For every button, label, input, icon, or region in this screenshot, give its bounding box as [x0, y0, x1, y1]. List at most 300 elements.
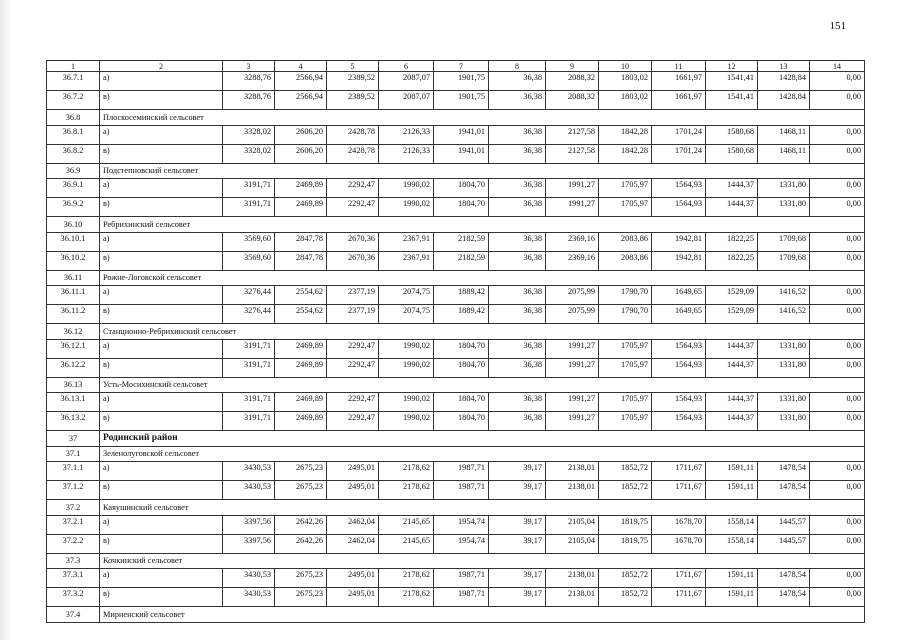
value-cell: 36,38: [489, 198, 546, 217]
value-cell: 1901,75: [434, 72, 489, 91]
value-cell: 1591,11: [706, 569, 758, 588]
value-cell: 1444,37: [706, 339, 758, 358]
value-cell: 3288,76: [223, 72, 275, 91]
value-cell: 1649,65: [652, 305, 706, 324]
section-name: Родинский район: [100, 431, 865, 447]
value-cell: 39,17: [489, 569, 546, 588]
section-row: [47, 377, 865, 393]
value-cell: 2083,86: [599, 251, 652, 270]
row-code: 37.3.2: [47, 588, 100, 607]
value-cell: 0,00: [810, 91, 865, 110]
value-cell: 2642,26: [275, 515, 327, 534]
table-row: [47, 179, 865, 198]
value-cell: 1819,75: [599, 515, 652, 534]
value-cell: 2367,91: [379, 232, 434, 251]
value-cell: 2083,86: [599, 232, 652, 251]
value-cell: 3276,44: [223, 305, 275, 324]
value-cell: 1428,84: [758, 91, 810, 110]
value-cell: 2126,33: [379, 125, 434, 144]
value-cell: 2292,47: [327, 358, 379, 377]
value-cell: 1954,74: [434, 515, 489, 534]
value-cell: 2074,75: [379, 286, 434, 305]
value-cell: 1661,97: [652, 72, 706, 91]
value-cell: 2105,04: [546, 515, 599, 534]
section-code: 37.3: [47, 553, 100, 569]
section-code: 36.10: [47, 217, 100, 233]
column-header: 6: [379, 61, 434, 72]
section-row: [47, 217, 865, 233]
column-header: 12: [706, 61, 758, 72]
value-cell: 1478,54: [758, 569, 810, 588]
row-code: 36.7.1: [47, 72, 100, 91]
table-row: [47, 305, 865, 324]
value-cell: 2495,01: [327, 462, 379, 481]
value-cell: 1987,71: [434, 462, 489, 481]
value-cell: 1445,57: [758, 534, 810, 553]
value-cell: 0,00: [810, 358, 865, 377]
value-cell: 1990,02: [379, 358, 434, 377]
row-code: 36.7.2: [47, 91, 100, 110]
value-cell: 2367,91: [379, 251, 434, 270]
value-cell: 1478,54: [758, 481, 810, 500]
row-code: 36.9.1: [47, 179, 100, 198]
value-cell: 36,38: [489, 144, 546, 163]
value-cell: 0,00: [810, 481, 865, 500]
value-cell: 2178,62: [379, 481, 434, 500]
row-code: 37.2.2: [47, 534, 100, 553]
value-cell: 1991,27: [546, 412, 599, 431]
value-cell: 1941,01: [434, 144, 489, 163]
section-row: [47, 553, 865, 569]
value-cell: 3397,56: [223, 534, 275, 553]
value-cell: 0,00: [810, 412, 865, 431]
value-cell: 3430,53: [223, 481, 275, 500]
value-cell: 2087,07: [379, 72, 434, 91]
table-row: [47, 588, 865, 607]
value-cell: 0,00: [810, 305, 865, 324]
value-cell: 1991,27: [546, 179, 599, 198]
value-cell: 1444,37: [706, 179, 758, 198]
value-cell: 0,00: [810, 393, 865, 412]
value-cell: 0,00: [810, 251, 865, 270]
value-cell: 2428,78: [327, 125, 379, 144]
section-name: Мирненский сельсовет: [100, 607, 865, 623]
value-cell: 3191,71: [223, 412, 275, 431]
row-code: 36.13.1: [47, 393, 100, 412]
value-cell: 0,00: [810, 339, 865, 358]
section-row: [47, 270, 865, 286]
value-cell: 1705,97: [599, 412, 652, 431]
value-cell: 1991,27: [546, 358, 599, 377]
value-cell: 1705,97: [599, 198, 652, 217]
table-row: [47, 286, 865, 305]
value-cell: 1705,97: [599, 179, 652, 198]
value-cell: 36,38: [489, 393, 546, 412]
scan-edge-shadow: [0, 0, 12, 640]
table-row: [47, 481, 865, 500]
value-cell: 1991,27: [546, 339, 599, 358]
value-cell: 1564,93: [652, 412, 706, 431]
value-cell: 0,00: [810, 569, 865, 588]
value-cell: 1541,41: [706, 91, 758, 110]
column-header: 7: [434, 61, 489, 72]
value-cell: 1678,70: [652, 515, 706, 534]
section-code: 36.8: [47, 110, 100, 126]
section-code: 36.12: [47, 324, 100, 340]
row-variant: в): [100, 198, 223, 217]
value-cell: 1331,80: [758, 358, 810, 377]
value-cell: 39,17: [489, 534, 546, 553]
value-cell: 2670,36: [327, 251, 379, 270]
value-cell: 2554,62: [275, 305, 327, 324]
value-cell: 3569,60: [223, 232, 275, 251]
value-cell: 2127,58: [546, 125, 599, 144]
value-cell: 2292,47: [327, 412, 379, 431]
table-row: [47, 72, 865, 91]
value-cell: 39,17: [489, 588, 546, 607]
value-cell: 1678,70: [652, 534, 706, 553]
value-cell: 1804,70: [434, 339, 489, 358]
value-cell: 1819,75: [599, 534, 652, 553]
value-cell: 1990,02: [379, 179, 434, 198]
column-header: 14: [810, 61, 865, 72]
value-cell: 2075,99: [546, 286, 599, 305]
value-cell: 0,00: [810, 232, 865, 251]
value-cell: 2462,04: [327, 534, 379, 553]
value-cell: 1990,02: [379, 339, 434, 358]
row-variant: в): [100, 144, 223, 163]
value-cell: 1591,11: [706, 481, 758, 500]
value-cell: 1468,11: [758, 144, 810, 163]
value-cell: 3430,53: [223, 569, 275, 588]
value-cell: 36,38: [489, 91, 546, 110]
value-cell: 2292,47: [327, 198, 379, 217]
value-cell: 2469,89: [275, 179, 327, 198]
value-cell: 2554,62: [275, 286, 327, 305]
row-code: 36.12.1: [47, 339, 100, 358]
column-header: 10: [599, 61, 652, 72]
value-cell: 39,17: [489, 462, 546, 481]
value-cell: 3191,71: [223, 179, 275, 198]
value-cell: 1705,97: [599, 393, 652, 412]
value-cell: 2462,04: [327, 515, 379, 534]
value-cell: 2377,19: [327, 286, 379, 305]
column-header: 5: [327, 61, 379, 72]
value-cell: 1987,71: [434, 481, 489, 500]
section-name: Каяушинский сельсовет: [100, 500, 865, 516]
value-cell: 1822,25: [706, 251, 758, 270]
value-cell: 1842,28: [599, 144, 652, 163]
row-variant: а): [100, 393, 223, 412]
value-cell: 36,38: [489, 72, 546, 91]
value-cell: 2178,62: [379, 462, 434, 481]
section-row: [47, 446, 865, 462]
section-name: Усть-Мосихинский сельсовет: [100, 377, 865, 393]
row-variant: в): [100, 358, 223, 377]
value-cell: 1954,74: [434, 534, 489, 553]
value-cell: 2469,89: [275, 198, 327, 217]
value-cell: 2566,94: [275, 72, 327, 91]
value-cell: 2469,89: [275, 339, 327, 358]
value-cell: 2127,58: [546, 144, 599, 163]
value-cell: 1529,09: [706, 305, 758, 324]
value-cell: 1591,11: [706, 462, 758, 481]
value-cell: 2495,01: [327, 481, 379, 500]
value-cell: 1804,70: [434, 358, 489, 377]
value-cell: 1661,97: [652, 91, 706, 110]
value-cell: 36,38: [489, 179, 546, 198]
value-cell: 1852,72: [599, 569, 652, 588]
table-row: [47, 412, 865, 431]
value-cell: 1991,27: [546, 393, 599, 412]
row-code: 36.9.2: [47, 198, 100, 217]
column-header: 8: [489, 61, 546, 72]
value-cell: 1711,67: [652, 569, 706, 588]
value-cell: 0,00: [810, 125, 865, 144]
row-code: 37.1.2: [47, 481, 100, 500]
value-cell: 1478,54: [758, 588, 810, 607]
value-cell: 0,00: [810, 534, 865, 553]
value-cell: 2292,47: [327, 393, 379, 412]
table-row: [47, 569, 865, 588]
value-cell: 2847,78: [275, 232, 327, 251]
value-cell: 2670,36: [327, 232, 379, 251]
row-code: 37.3.1: [47, 569, 100, 588]
row-code: 36.13.2: [47, 412, 100, 431]
section-code: 37.4: [47, 607, 100, 623]
column-header: 4: [275, 61, 327, 72]
row-variant: в): [100, 305, 223, 324]
value-cell: 3288,76: [223, 91, 275, 110]
value-cell: 1649,65: [652, 286, 706, 305]
value-cell: 1842,28: [599, 125, 652, 144]
row-variant: в): [100, 251, 223, 270]
value-cell: 1709,68: [758, 232, 810, 251]
value-cell: 36,38: [489, 286, 546, 305]
section-name: Кочкинский сельсовет: [100, 553, 865, 569]
value-cell: 1852,72: [599, 481, 652, 500]
value-cell: 1990,02: [379, 198, 434, 217]
value-cell: 1416,52: [758, 305, 810, 324]
column-header: 2: [100, 61, 223, 72]
table-header-row: [47, 61, 865, 72]
value-cell: 2145,65: [379, 534, 434, 553]
value-cell: 1803,02: [599, 91, 652, 110]
value-cell: 1711,67: [652, 481, 706, 500]
value-cell: 2389,52: [327, 91, 379, 110]
value-cell: 2138,01: [546, 588, 599, 607]
row-code: 36.10.1: [47, 232, 100, 251]
value-cell: 2675,23: [275, 481, 327, 500]
value-cell: 0,00: [810, 179, 865, 198]
value-cell: 1803,02: [599, 72, 652, 91]
value-cell: 2178,62: [379, 588, 434, 607]
table-row: [47, 144, 865, 163]
value-cell: 2675,23: [275, 588, 327, 607]
value-cell: 3276,44: [223, 286, 275, 305]
value-cell: 1709,68: [758, 251, 810, 270]
value-cell: 1804,70: [434, 198, 489, 217]
value-cell: 1705,97: [599, 358, 652, 377]
value-cell: 1804,70: [434, 393, 489, 412]
section-name: Ребрихинский сельсовет: [100, 217, 865, 233]
value-cell: 2495,01: [327, 569, 379, 588]
value-cell: 2292,47: [327, 179, 379, 198]
value-cell: 1444,37: [706, 358, 758, 377]
row-code: 36.12.2: [47, 358, 100, 377]
value-cell: 2428,78: [327, 144, 379, 163]
value-cell: 36,38: [489, 339, 546, 358]
value-cell: 1991,27: [546, 198, 599, 217]
value-cell: 1468,11: [758, 125, 810, 144]
value-cell: 1990,02: [379, 412, 434, 431]
value-cell: 1564,93: [652, 179, 706, 198]
table-row: [47, 198, 865, 217]
value-cell: 3328,02: [223, 144, 275, 163]
value-cell: 2138,01: [546, 462, 599, 481]
value-cell: 36,38: [489, 412, 546, 431]
value-cell: 1711,67: [652, 588, 706, 607]
section-name: Станционно-Ребрихинский сельсовет: [100, 324, 865, 340]
value-cell: 1529,09: [706, 286, 758, 305]
row-variant: в): [100, 481, 223, 500]
row-variant: а): [100, 72, 223, 91]
value-cell: 2182,59: [434, 232, 489, 251]
section-row: [47, 324, 865, 340]
value-cell: 1804,70: [434, 179, 489, 198]
value-cell: 2469,89: [275, 358, 327, 377]
value-cell: 0,00: [810, 144, 865, 163]
section-code: 36.11: [47, 270, 100, 286]
value-cell: 0,00: [810, 588, 865, 607]
value-cell: 2126,33: [379, 144, 434, 163]
value-cell: 36,38: [489, 305, 546, 324]
row-variant: в): [100, 534, 223, 553]
value-cell: 1942,81: [652, 251, 706, 270]
value-cell: 2675,23: [275, 569, 327, 588]
column-header: 13: [758, 61, 810, 72]
row-variant: а): [100, 125, 223, 144]
row-variant: в): [100, 412, 223, 431]
value-cell: 1790,70: [599, 305, 652, 324]
value-cell: 1558,14: [706, 515, 758, 534]
value-cell: 1444,37: [706, 412, 758, 431]
value-cell: 1990,02: [379, 393, 434, 412]
value-cell: 0,00: [810, 462, 865, 481]
row-code: 36.8.2: [47, 144, 100, 163]
column-header: 9: [546, 61, 599, 72]
row-variant: а): [100, 179, 223, 198]
value-cell: 2075,99: [546, 305, 599, 324]
row-variant: а): [100, 569, 223, 588]
table-row: [47, 515, 865, 534]
value-cell: 36,38: [489, 251, 546, 270]
section-code: 36.13: [47, 377, 100, 393]
value-cell: 1444,37: [706, 393, 758, 412]
value-cell: 2469,89: [275, 393, 327, 412]
value-cell: 1790,70: [599, 286, 652, 305]
section-code: 37: [47, 431, 100, 447]
value-cell: 2566,94: [275, 91, 327, 110]
section-name: Рожне-Логовской сельсовет: [100, 270, 865, 286]
row-code: 36.10.2: [47, 251, 100, 270]
value-cell: 1564,93: [652, 198, 706, 217]
value-cell: 1331,80: [758, 412, 810, 431]
value-cell: 3328,02: [223, 125, 275, 144]
value-cell: 2178,62: [379, 569, 434, 588]
section-row: [47, 110, 865, 126]
value-cell: 1987,71: [434, 569, 489, 588]
value-cell: 2087,07: [379, 91, 434, 110]
value-cell: 2606,20: [275, 144, 327, 163]
section-code: 37.1: [47, 446, 100, 462]
row-variant: а): [100, 232, 223, 251]
value-cell: 1591,11: [706, 588, 758, 607]
value-cell: 2138,01: [546, 569, 599, 588]
value-cell: 1331,80: [758, 393, 810, 412]
value-cell: 2847,78: [275, 251, 327, 270]
value-cell: 2182,59: [434, 251, 489, 270]
table-row: [47, 232, 865, 251]
value-cell: 1564,93: [652, 339, 706, 358]
value-cell: 2105,04: [546, 534, 599, 553]
value-cell: 3191,71: [223, 358, 275, 377]
table-row: [47, 251, 865, 270]
value-cell: 1804,70: [434, 412, 489, 431]
value-cell: 1942,81: [652, 232, 706, 251]
value-cell: 36,38: [489, 232, 546, 251]
value-cell: 3191,71: [223, 393, 275, 412]
value-cell: 2074,75: [379, 305, 434, 324]
value-cell: 2377,19: [327, 305, 379, 324]
value-cell: 1711,67: [652, 462, 706, 481]
value-cell: 1558,14: [706, 534, 758, 553]
value-cell: 2606,20: [275, 125, 327, 144]
value-cell: 1416,52: [758, 286, 810, 305]
value-cell: 1852,72: [599, 588, 652, 607]
value-cell: 1444,37: [706, 198, 758, 217]
value-cell: 1701,24: [652, 144, 706, 163]
value-cell: 1541,41: [706, 72, 758, 91]
value-cell: 3430,53: [223, 588, 275, 607]
value-cell: 1941,01: [434, 125, 489, 144]
table-row: [47, 462, 865, 481]
page-number: 151: [829, 20, 846, 32]
row-variant: а): [100, 515, 223, 534]
value-cell: 3569,60: [223, 251, 275, 270]
section-name: Зеленолуговской сельсовет: [100, 446, 865, 462]
table-row: [47, 358, 865, 377]
value-cell: 2389,52: [327, 72, 379, 91]
value-cell: 1564,93: [652, 358, 706, 377]
column-header: 1: [47, 61, 100, 72]
value-cell: 3191,71: [223, 339, 275, 358]
value-cell: 0,00: [810, 515, 865, 534]
column-header: 11: [652, 61, 706, 72]
table-body: [47, 61, 865, 623]
value-cell: 1445,57: [758, 515, 810, 534]
value-cell: 2088,32: [546, 72, 599, 91]
section-name: Подстепновский сельсовет: [100, 163, 865, 179]
table-row: [47, 393, 865, 412]
value-cell: 1901,75: [434, 91, 489, 110]
value-cell: 3430,53: [223, 462, 275, 481]
value-cell: 1331,80: [758, 198, 810, 217]
section-code: 36.9: [47, 163, 100, 179]
value-cell: 36,38: [489, 358, 546, 377]
value-cell: 1889,42: [434, 305, 489, 324]
row-code: 36.11.1: [47, 286, 100, 305]
